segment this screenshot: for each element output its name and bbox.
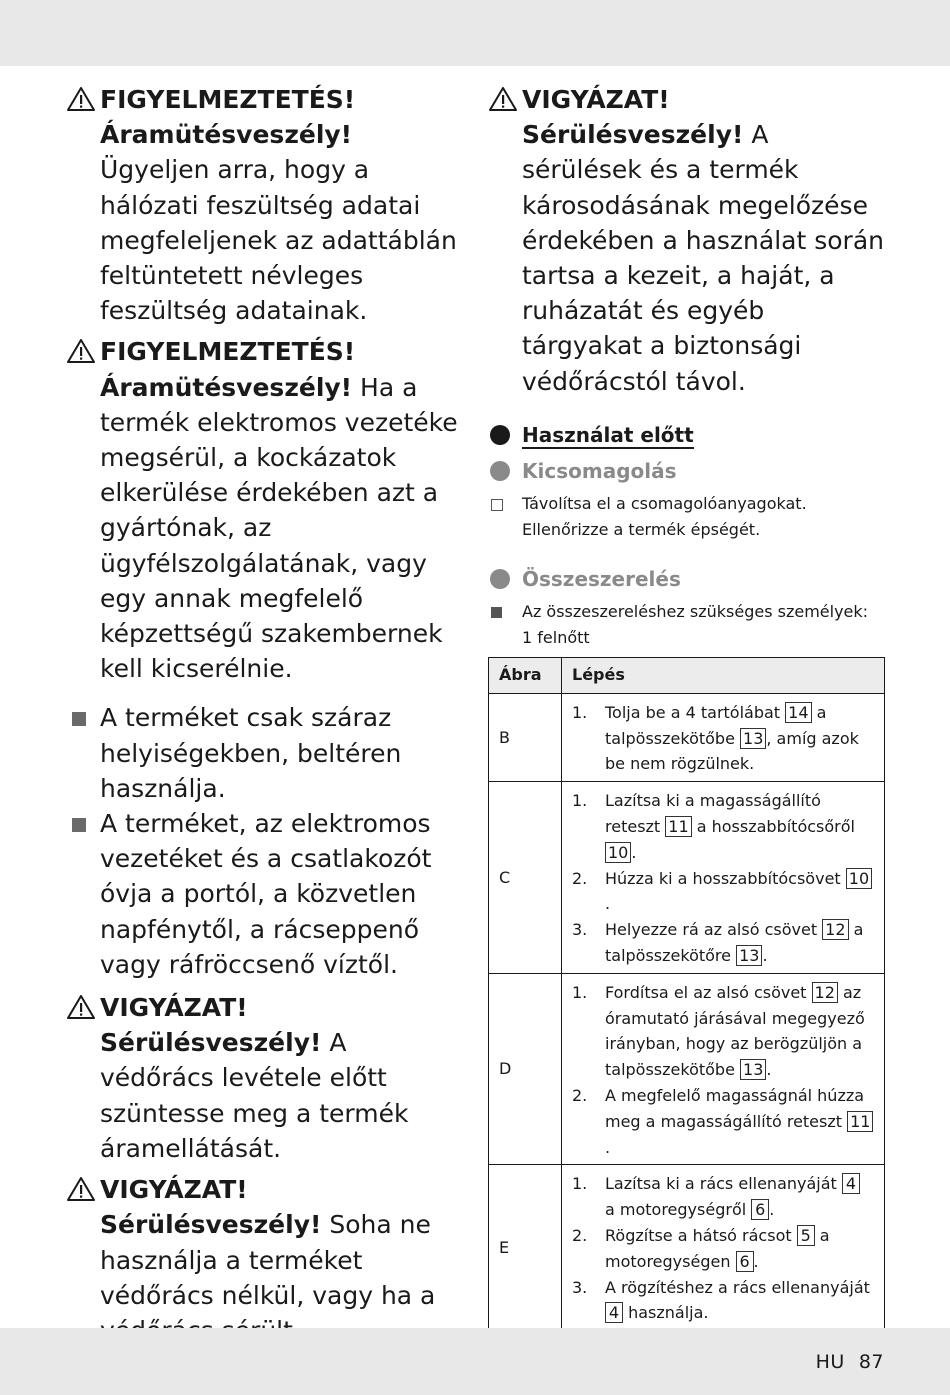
step-text: . [605, 1137, 611, 1157]
step-item [572, 917, 874, 969]
page-footer [816, 1351, 884, 1373]
step-item [572, 980, 874, 1083]
step-number: 1. [572, 982, 588, 1002]
step-text: . [753, 1251, 759, 1271]
step-text: A rögzítéshez a rács ellenanyáját [605, 1277, 870, 1297]
step-text: A megfelelő magasságnál húzza meg a magasságállító reteszt [605, 1085, 865, 1131]
step-text: . [762, 946, 768, 965]
section-heading-unpacking [488, 457, 888, 485]
step-item [572, 700, 874, 777]
part-number-box: 10 [846, 868, 872, 889]
step-item [572, 1083, 874, 1160]
part-number-box: 13 [740, 728, 766, 749]
bullet-text: A terméket csak száraz helyiségekben, beltéren használja. [100, 703, 402, 803]
figure-cell: D [489, 973, 562, 1165]
language-code: HU [815, 1351, 845, 1373]
square-bullet-icon [491, 607, 502, 618]
step-number: 1. [572, 791, 588, 811]
part-number-box: 12 [822, 919, 848, 940]
warning-title: VIGYÁZAT! [522, 85, 670, 114]
step-text: Tolja be a 4 tartólábat [605, 702, 786, 722]
step-text: Fordítsa el az alsó csövet [605, 982, 812, 1002]
warning-block [66, 334, 466, 686]
step-item [572, 1275, 874, 1327]
step-text: használja. [623, 1303, 709, 1323]
step-text: Húzza ki a hosszabbítócsövet [605, 868, 846, 888]
section-heading-assembly [488, 565, 888, 593]
bullet-item [66, 806, 466, 982]
warning-title: VIGYÁZAT! [100, 1175, 248, 1205]
warning-block [488, 82, 888, 399]
header-figure: Ábra [489, 657, 562, 693]
step-number: 2. [572, 1225, 588, 1245]
step-number: 2. [572, 868, 588, 888]
right-column [488, 82, 888, 1331]
bullet-item [488, 599, 888, 651]
left-column [66, 82, 466, 1348]
warning-title: FIGYELMEZTETÉS! [100, 85, 356, 114]
step-item [572, 788, 874, 865]
step-text: . [769, 1200, 775, 1220]
step-text: , amíg azok be nem rögzülnek. [605, 728, 859, 774]
step-cell [562, 782, 885, 974]
step-text: a motoregységről [605, 1200, 752, 1220]
step-text: a hosszabbítócsőről [691, 817, 855, 837]
warning-triangle-icon [66, 86, 96, 112]
part-number-box: 4 [842, 1173, 860, 1194]
step-text: a motoregységen [605, 1225, 830, 1271]
warning-block [66, 1172, 466, 1348]
bullet-item [66, 700, 466, 806]
part-number-box: 13 [740, 1059, 766, 1080]
hazard-label: Sérülésveszély! [100, 1210, 322, 1240]
step-text: az óramutató járásával megegyező irányban, hogy az berögzüljön a talpösszekötőbe [605, 982, 865, 1080]
header-step: Lépés [562, 657, 885, 693]
table-row [489, 973, 885, 1165]
checkbox-icon [491, 499, 503, 511]
step-text: Lazítsa ki a magasságállító reteszt [605, 791, 821, 837]
warning-title: VIGYÁZAT! [100, 993, 248, 1023]
square-bullet-icon [72, 712, 86, 726]
step-text: a talpösszekötőbe [605, 702, 827, 748]
hazard-label: Áramütésveszély! [100, 372, 353, 402]
table-row [489, 1165, 885, 1331]
bullet-text: Az összeszereléshez szükséges személyek: 1 felnőtt [522, 601, 869, 647]
warning-block [66, 82, 466, 328]
hazard-label: Sérülésveszély! [100, 1028, 322, 1058]
warning-triangle-icon [66, 994, 96, 1020]
section-dot-icon [490, 425, 510, 445]
warning-text: Ügyeljen arra, hogy a hálózati feszültség adatai megfeleljenek az adattáblán feltüntetett névleges feszültség adatainak. [100, 155, 457, 326]
part-number-box: 13 [736, 945, 762, 966]
step-cell [562, 973, 885, 1165]
part-number-box: 4 [605, 1302, 623, 1323]
step-text: . [605, 894, 611, 914]
step-number: 3. [572, 920, 588, 940]
warning-text: A sérülések és a termék károsodásának megelőzése érdekében a használat során tartsa a kezeit, a haját, a ruházatát és egyéb tárgyakat a biztonsági védőrácstól távol. [522, 120, 884, 396]
section-heading-before-use [488, 421, 888, 449]
warning-title: FIGYELMEZTETÉS! [100, 337, 356, 367]
step-text: a talpösszekötőre [605, 920, 864, 965]
section-title: Használat előtt [522, 422, 694, 447]
hazard-label: Áramütésveszély! [100, 120, 353, 150]
warning-block [66, 990, 466, 1166]
assembly-steps-table [488, 657, 885, 1331]
step-text: . [631, 842, 637, 862]
step-cell [562, 1165, 885, 1331]
warning-text: Soha ne használja a terméket védőrács nélkül, vagy ha a [100, 1210, 436, 1310]
part-number-box: 10 [605, 842, 631, 863]
step-item [572, 1171, 874, 1223]
checkbox-item-text: Távolítsa el a csomagolóanyagokat. Ellenőrizze a termék épségét. [522, 493, 807, 539]
figure-cell: E [489, 1165, 562, 1331]
square-bullet-icon [72, 818, 86, 832]
figure-cell: C [489, 782, 562, 974]
top-band [0, 0, 950, 66]
table-row [489, 782, 885, 974]
part-number-box: 11 [847, 1111, 873, 1132]
step-item [572, 866, 874, 918]
bullet-text: A terméket, az elektromos vezetéket és a csatlakozót óvja a portól, a közvetlen napfénytől, a rácseppenő vagy ráfröccsenő víztől. [100, 809, 432, 979]
step-text: Helyezze rá az alsó csövet [605, 920, 823, 940]
bottom-band [0, 1328, 950, 1395]
part-number-box: 6 [736, 1251, 754, 1272]
section-title: Kicsomagolás [522, 458, 677, 483]
table-header-row [489, 657, 885, 693]
table-body [489, 693, 885, 1330]
section-dot-icon [490, 461, 510, 481]
step-text: Lazítsa ki a rács ellenanyáját [605, 1174, 842, 1194]
section-dot-icon [490, 569, 510, 589]
part-number-box: 14 [785, 702, 811, 723]
warning-text: Ha a termék elektromos vezetéke megsérül, a kockázatok elkerülése érdekében azt a gyártónak, az ügyfélszolgálatának, vagy egy annak megfelelő képzettségű szakembernek kell kicserélnie. [100, 372, 458, 684]
checkbox-item [488, 491, 888, 543]
step-number: 1. [572, 702, 588, 722]
figure-cell: B [489, 693, 562, 781]
warning-triangle-icon [66, 1176, 96, 1202]
warning-triangle-icon [66, 338, 96, 364]
step-number: 3. [572, 1277, 588, 1297]
step-number: 1. [572, 1174, 588, 1194]
step-text: . [766, 1060, 772, 1080]
step-cell [562, 693, 885, 781]
table-row [489, 693, 885, 781]
step-number: 2. [572, 1085, 588, 1105]
part-number-box: 6 [751, 1199, 769, 1220]
part-number-box: 5 [797, 1225, 815, 1246]
warning-text: A védőrács levétele előtt szüntesse meg a termék áramellátását. [100, 1028, 409, 1163]
part-number-box: 12 [812, 982, 838, 1003]
step-text: Rögzítse a hátsó rácsot [605, 1225, 797, 1245]
warning-triangle-icon [488, 86, 518, 112]
step-item [572, 1223, 874, 1275]
page-number: 87 [858, 1351, 884, 1373]
hazard-label: Sérülésveszély! [522, 120, 744, 150]
section-title: Összeszerelés [522, 566, 681, 591]
part-number-box: 11 [665, 816, 691, 837]
